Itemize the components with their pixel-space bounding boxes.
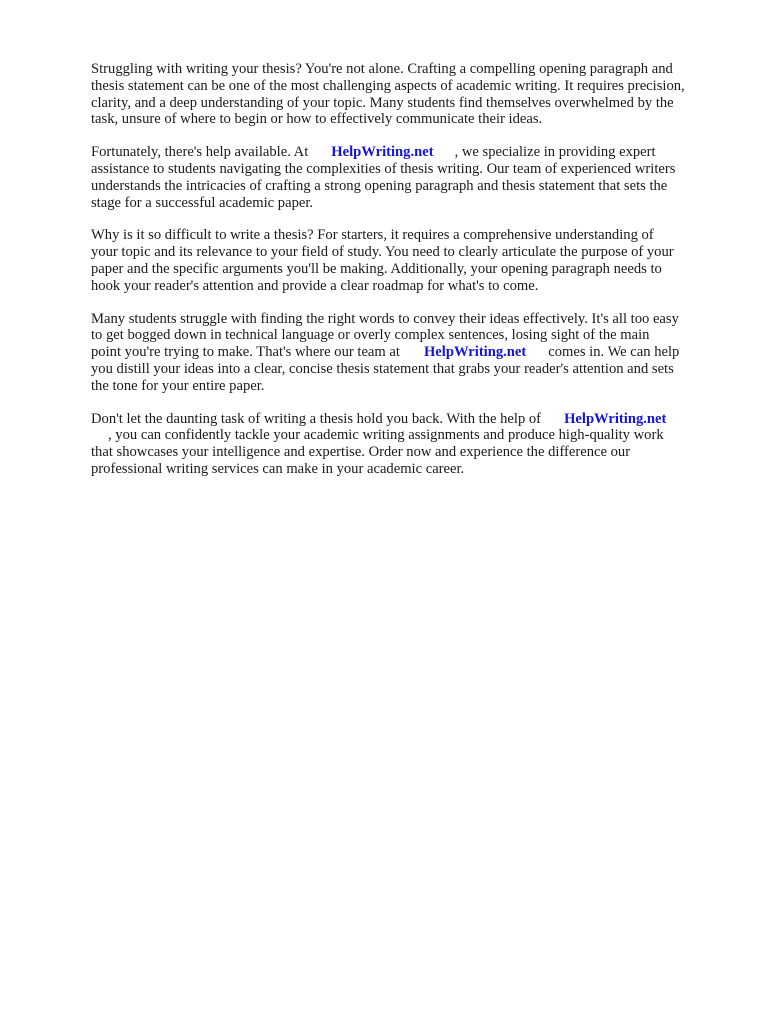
helpwriting-link[interactable]: HelpWriting.net (564, 410, 667, 427)
text-line: hook your reader's attention and provide a clear roadmap for what's to come. (91, 277, 539, 294)
paragraph-struggle (91, 311, 731, 395)
text-line: you distill your ideas into a clear, concise thesis statement that grabs your reader's attention and sets (91, 360, 674, 377)
text-line: that showcases your intelligence and expertise. Order now and experience the difference our (91, 444, 631, 461)
text-line: understands the intricacies of crafting a strong opening paragraph and thesis statement that sets the (91, 177, 668, 194)
text-line: to get bogged down in technical language or overly complex sentences, losing sight of the main (91, 327, 650, 344)
text-line: thesis statement can be one of the most challenging aspects of academic writing. It requires precision, (91, 77, 685, 94)
text-line: stage for a successful academic paper. (91, 194, 314, 211)
text-line: clarity, and a deep understanding of your topic. Many students find themselves overwhelmed by the (91, 94, 674, 111)
document-page (91, 61, 731, 494)
text-segment: Fortunately, there's help available. At (91, 144, 309, 161)
text-line: paper and the specific arguments you'll be making. Additionally, your opening paragraph needs to (91, 260, 662, 277)
text-line (91, 144, 731, 161)
text-segment: comes in. We can help (548, 344, 680, 361)
text-line: assistance to students navigating the complexities of thesis writing. Our team of experienced writers (91, 160, 676, 177)
paragraph-intro (91, 61, 731, 128)
text-line (91, 411, 731, 428)
text-line: Many students struggle with finding the right words to convey their ideas effectively. It's all too easy (91, 310, 679, 327)
text-line: professional writing services can make in your academic career. (91, 460, 465, 477)
text-segment: Don't let the daunting task of writing a thesis hold you back. With the help of (91, 410, 542, 427)
text-line: Why is it so difficult to write a thesis? For starters, it requires a comprehensive understanding of (91, 227, 654, 244)
text-segment: point you're trying to make. That's where our team at (91, 344, 400, 361)
text-line: Struggling with writing your thesis? You're not alone. Crafting a compelling opening paragraph and (91, 61, 673, 77)
text-line: your topic and its relevance to your field of study. You need to clearly articulate the purpose of your (91, 244, 674, 261)
helpwriting-link[interactable]: HelpWriting.net (423, 344, 527, 361)
text-line: the tone for your entire paper. (91, 377, 265, 394)
paragraph-call-to-action (91, 411, 731, 478)
paragraph-help-available (91, 144, 731, 211)
text-line (91, 344, 731, 361)
text-line: , you can confidently tackle your academic writing assignments and produce high-quality work (108, 427, 664, 444)
text-line: task, unsure of where to begin or how to effectively communicate their ideas. (91, 111, 543, 128)
paragraph-why-difficult (91, 227, 731, 294)
text-segment: , we specialize in providing expert (454, 144, 656, 161)
helpwriting-link[interactable]: HelpWriting.net (331, 144, 434, 161)
